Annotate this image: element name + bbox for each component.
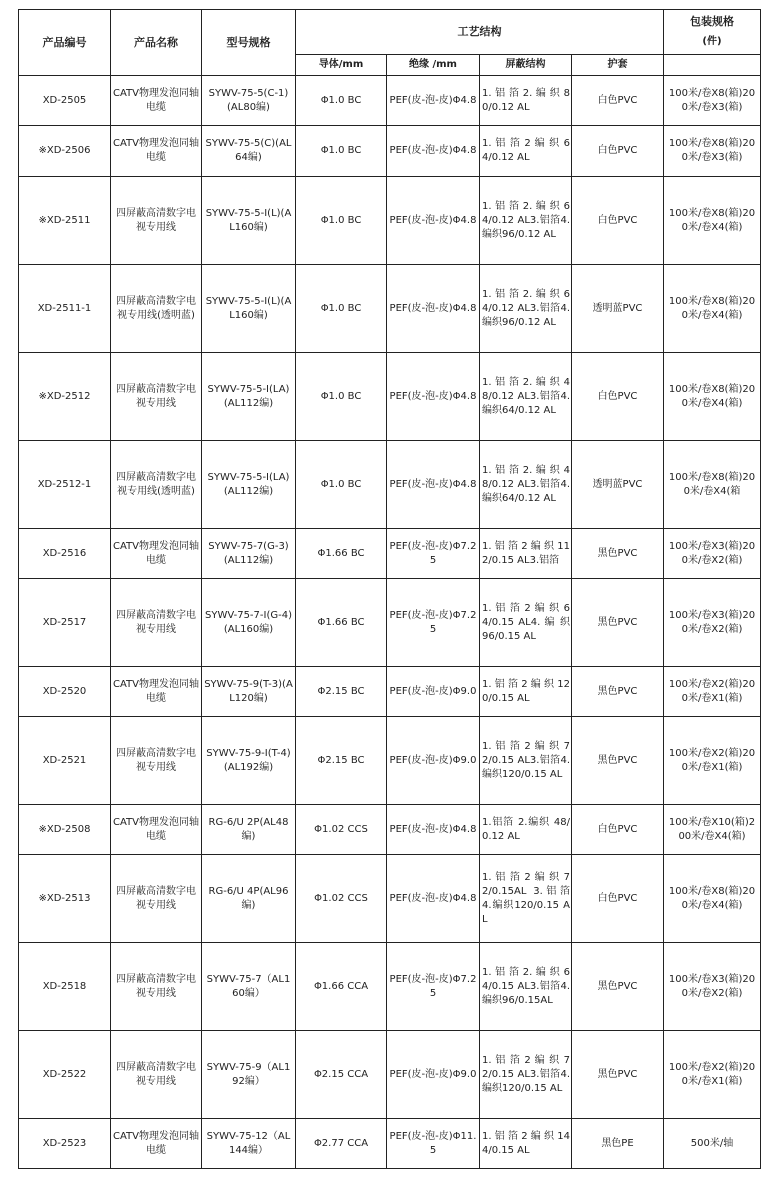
header-packing [664,10,761,55]
table-row [19,1119,761,1169]
cell-code: XD-2518 [19,943,111,1031]
cell-jacket: 白色PVC [572,177,664,265]
cell-shield: 1. 铝 箔 2 编 织 72/0.15 AL3.铝箔4.编织120/0.15 AL [480,717,572,805]
cell-shield: 1. 铝 箔 2. 编 织 64/0.12 AL3.铝箔4.编织96/0.12 AL [480,177,572,265]
cell-code: ※XD-2512 [19,353,111,441]
header-name: 产品名称 [111,10,202,76]
cell-model: SYWV-75-5(C)(AL64编) [202,126,296,177]
table-row [19,441,761,529]
cell-code: XD-2521 [19,717,111,805]
cell-model: SYWV-75-7(G-3)(AL112编) [202,529,296,579]
cell-model: SYWV-75-7-I(G-4)(AL160编) [202,579,296,667]
cell-jacket: 白色PVC [572,126,664,177]
cell-model: SYWV-75-9（AL192编） [202,1031,296,1119]
cell-packing: 100米/卷X8(箱)200米/卷X3(箱) [664,76,761,126]
cell-conductor: Φ1.0 BC [296,76,387,126]
cell-shield: 1. 铝 箔 2. 编 织 48/0.12 AL3.铝箔4.编织64/0.12 AL [480,441,572,529]
cell-jacket: 白色PVC [572,855,664,943]
cell-jacket: 透明蓝PVC [572,441,664,529]
cell-jacket: 白色PVC [572,76,664,126]
cell-code: XD-2520 [19,667,111,717]
cell-shield: 1.铝箔 2.编织 48/0.12 AL [480,805,572,855]
cell-packing: 100米/卷X10(箱)200米/卷X4(箱) [664,805,761,855]
cell-packing: 100米/卷X3(箱)200米/卷X2(箱) [664,529,761,579]
cell-packing: 100米/卷X8(箱)200米/卷X3(箱) [664,126,761,177]
cell-name: CATV物理发泡同轴电缆 [111,529,202,579]
cell-model: SYWV-75-7（AL160编） [202,943,296,1031]
table-row [19,126,761,177]
cell-insulation: PEF(皮-泡-皮)Φ4.8 [387,177,480,265]
cell-insulation: PEF(皮-泡-皮)Φ9.0 [387,667,480,717]
cell-packing: 100米/卷X3(箱)200米/卷X2(箱) [664,943,761,1031]
cell-insulation: PEF(皮-泡-皮)Φ7.25 [387,579,480,667]
cell-shield: 1. 铝 箔 2 编 织 144/0.15 AL [480,1119,572,1169]
cell-insulation: PEF(皮-泡-皮)Φ7.25 [387,943,480,1031]
cell-shield: 1. 铝 箔 2 编 织 64/0.12 AL [480,126,572,177]
table-row [19,353,761,441]
header-jacket: 护套 [572,55,664,76]
table-row [19,855,761,943]
table-row [19,579,761,667]
cell-model: SYWV-75-5-I(L)(AL160编) [202,265,296,353]
cell-name: 四屏蔽高清数字电视专用线 [111,177,202,265]
cell-conductor: Φ2.15 BC [296,667,387,717]
cell-shield: 1. 铝 箔 2 编 织 112/0.15 AL3.铝箔 [480,529,572,579]
cell-conductor: Φ2.77 CCA [296,1119,387,1169]
cell-model: SYWV-75-5-I(L)(AL160编) [202,177,296,265]
cell-model: SYWV-75-5-I(LA)(AL112编) [202,441,296,529]
cell-model: SYWV-75-9(T-3)(AL120编) [202,667,296,717]
cell-conductor: Φ2.15 CCA [296,1031,387,1119]
cell-insulation: PEF(皮-泡-皮)Φ4.8 [387,855,480,943]
cell-packing: 100米/卷X8(箱)200米/卷X4(箱) [664,265,761,353]
cell-name: 四屏蔽高清数字电视专用线 [111,855,202,943]
cell-shield: 1. 铝 箔 2 编 织 64/0.15 AL4. 编 织 96/0.15 AL [480,579,572,667]
cell-code: ※XD-2506 [19,126,111,177]
cell-name: CATV物理发泡同轴电缆 [111,805,202,855]
table-row [19,76,761,126]
cell-model: RG-6/U 2P(AL48编) [202,805,296,855]
cell-insulation: PEF(皮-泡-皮)Φ9.0 [387,1031,480,1119]
cell-jacket: 白色PVC [572,805,664,855]
cell-shield: 1. 铝 箔 2 编 织 72/0.15 AL3.铝箔4.编织120/0.15 AL [480,1031,572,1119]
product-spec-table [18,9,761,1169]
cell-jacket: 黑色PVC [572,529,664,579]
cell-conductor: Φ1.66 BC [296,579,387,667]
cell-packing: 100米/卷X8(箱)200米/卷X4(箱 [664,441,761,529]
header-model: 型号规格 [202,10,296,76]
cell-name: CATV物理发泡同轴电缆 [111,126,202,177]
cell-conductor: Φ2.15 BC [296,717,387,805]
cell-packing: 100米/卷X2(箱)200米/卷X1(箱) [664,667,761,717]
cell-conductor: Φ1.0 BC [296,353,387,441]
cell-shield: 1. 铝 箔 2. 编 织 80/0.12 AL [480,76,572,126]
cell-name: 四屏蔽高清数字电视专用线 [111,353,202,441]
cell-conductor: Φ1.02 CCS [296,855,387,943]
cell-insulation: PEF(皮-泡-皮)Φ4.8 [387,353,480,441]
cell-jacket: 黑色PVC [572,943,664,1031]
cell-name: CATV物理发泡同轴电缆 [111,1119,202,1169]
cell-insulation: PEF(皮-泡-皮)Φ4.8 [387,76,480,126]
cell-jacket: 黑色PVC [572,1031,664,1119]
header-code: 产品编号 [19,10,111,76]
table-row [19,1031,761,1119]
cell-packing: 100米/卷X2(箱)200米/卷X1(箱) [664,717,761,805]
cell-packing: 100米/卷X3(箱)200米/卷X2(箱) [664,579,761,667]
header-insulation: 绝缘 /mm [387,55,480,76]
table-row [19,265,761,353]
cell-name: 四屏蔽高清数字电视专用线 [111,1031,202,1119]
cell-jacket: 白色PVC [572,353,664,441]
cell-code: XD-2517 [19,579,111,667]
cell-insulation: PEF(皮-泡-皮)Φ7.25 [387,529,480,579]
cell-insulation: PEF(皮-泡-皮)Φ9.0 [387,717,480,805]
table-row [19,667,761,717]
cell-code: XD-2523 [19,1119,111,1169]
table-row [19,805,761,855]
header-packing-title: 包装规格 [690,15,734,28]
cell-name: 四屏蔽高清数字电视专用线(透明蓝) [111,441,202,529]
cell-name: 四屏蔽高清数字电视专用线 [111,579,202,667]
cell-code: ※XD-2513 [19,855,111,943]
cell-shield: 1. 铝 箔 2. 编 织 64/0.15 AL3.铝箔4.编织96/0.15AL [480,943,572,1031]
cell-code: XD-2512-1 [19,441,111,529]
cell-model: RG-6/U 4P(AL96编) [202,855,296,943]
cell-packing: 100米/卷X8(箱)200米/卷X4(箱) [664,855,761,943]
cell-insulation: PEF(皮-泡-皮)Φ11.5 [387,1119,480,1169]
cell-conductor: Φ1.66 BC [296,529,387,579]
cell-model: SYWV-75-5-I(LA)(AL112编) [202,353,296,441]
cell-packing: 500米/轴 [664,1119,761,1169]
header-packing-unit: (件) [702,36,722,47]
cell-name: 四屏蔽高清数字电视专用线(透明蓝) [111,265,202,353]
cell-jacket: 黑色PVC [572,717,664,805]
cell-insulation: PEF(皮-泡-皮)Φ4.8 [387,805,480,855]
cell-insulation: PEF(皮-泡-皮)Φ4.8 [387,441,480,529]
cell-conductor: Φ1.0 BC [296,441,387,529]
cell-jacket: 透明蓝PVC [572,265,664,353]
cell-packing: 100米/卷X8(箱)200米/卷X4(箱) [664,177,761,265]
cell-code: ※XD-2508 [19,805,111,855]
header-packing-sub [664,55,761,76]
cell-model: SYWV-75-5(C-1)(AL80编) [202,76,296,126]
cell-insulation: PEF(皮-泡-皮)Φ4.8 [387,126,480,177]
table-row [19,177,761,265]
cell-insulation: PEF(皮-泡-皮)Φ4.8 [387,265,480,353]
cell-code: XD-2516 [19,529,111,579]
cell-model: SYWV-75-9-I(T-4)(AL192编) [202,717,296,805]
header-shield: 屏蔽结构 [480,55,572,76]
table-row [19,717,761,805]
header-conductor: 导体/mm [296,55,387,76]
cell-packing: 100米/卷X2(箱)200米/卷X1(箱) [664,1031,761,1119]
cell-jacket: 黑色PE [572,1119,664,1169]
cell-name: CATV物理发泡同轴电缆 [111,667,202,717]
cell-code: XD-2522 [19,1031,111,1119]
cell-code: XD-2511-1 [19,265,111,353]
cell-conductor: Φ1.02 CCS [296,805,387,855]
header-process: 工艺结构 [296,10,664,55]
cell-conductor: Φ1.66 CCA [296,943,387,1031]
cell-model: SYWV-75-12（AL144编） [202,1119,296,1169]
cell-shield: 1. 铝 箔 2. 编 织 48/0.12 AL3.铝箔4.编织64/0.12 AL [480,353,572,441]
cell-jacket: 黑色PVC [572,579,664,667]
table-row [19,943,761,1031]
cell-name: CATV物理发泡同轴电缆 [111,76,202,126]
cell-shield: 1. 铝 箔 2. 编 织 64/0.12 AL3.铝箔4.编织96/0.12 AL [480,265,572,353]
cell-jacket: 黑色PVC [572,667,664,717]
cell-conductor: Φ1.0 BC [296,265,387,353]
cell-name: 四屏蔽高清数字电视专用线 [111,717,202,805]
cell-conductor: Φ1.0 BC [296,177,387,265]
cell-shield: 1. 铝 箔 2 编 织 72/0.15AL 3.铝箔 4.编织120/0.15 AL [480,855,572,943]
cell-shield: 1. 铝 箔 2 编 织 120/0.15 AL [480,667,572,717]
cell-code: ※XD-2511 [19,177,111,265]
cell-name: 四屏蔽高清数字电视专用线 [111,943,202,1031]
cell-packing: 100米/卷X8(箱)200米/卷X4(箱) [664,353,761,441]
table-row [19,529,761,579]
cell-conductor: Φ1.0 BC [296,126,387,177]
cell-code: XD-2505 [19,76,111,126]
